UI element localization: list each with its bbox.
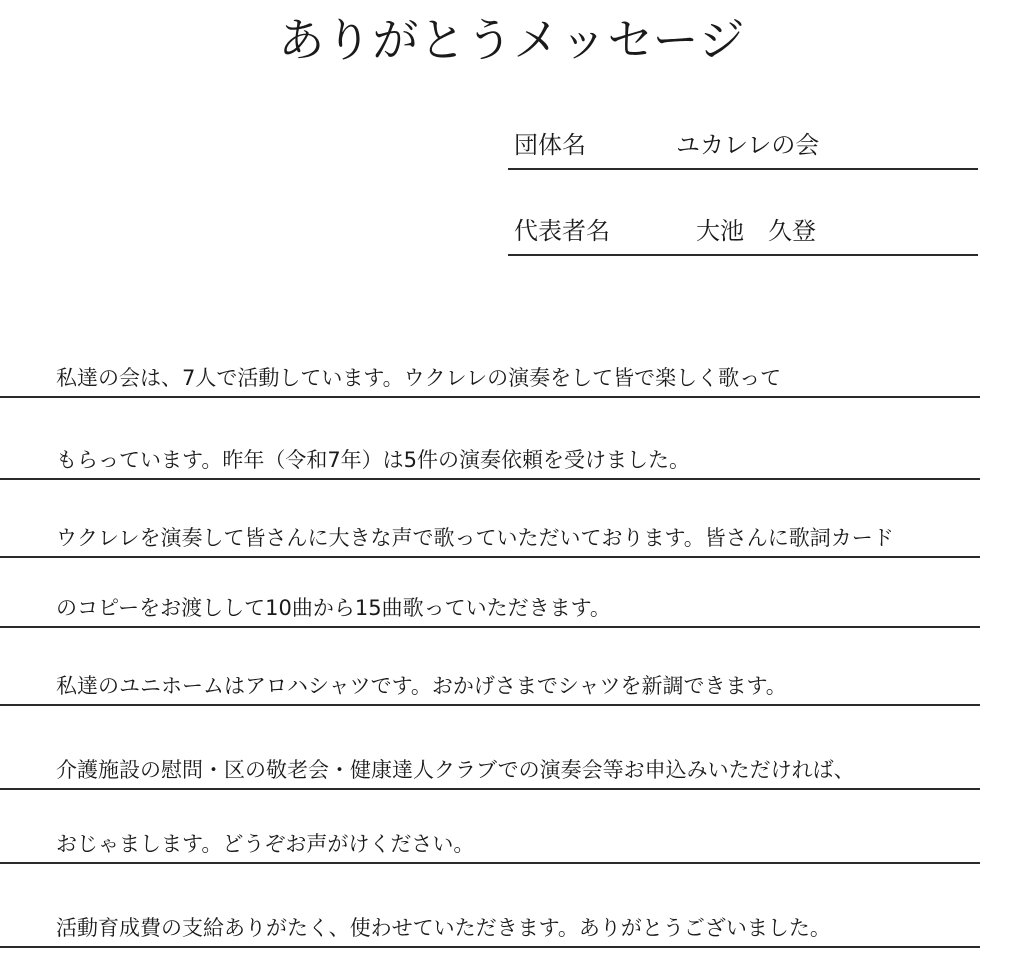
message-text: 介護施設の慰問・区の敬老会・健康達人クラブでの演奏会等お申込みいただければ、 (56, 758, 855, 782)
message-text: もらっています。昨年（令和7年）は5件の演奏依頼を受けました。 (56, 448, 691, 472)
message-line (0, 748, 980, 790)
message-text: 活動育成費の支給ありがたく、使わせていただきます。ありがとうございました。 (56, 916, 831, 940)
message-text: のコピーをお渡しして10曲から15曲歌っていただきます。 (56, 596, 611, 620)
representative-field (508, 204, 978, 256)
message-line (0, 906, 980, 948)
representative-label: 代表者名 (514, 217, 610, 245)
message-line (0, 438, 980, 480)
message-text: ウクレレを演奏して皆さんに大きな声で歌っていただいております。皆さんに歌詞カード (56, 526, 894, 550)
representative-value: 大池 久登 (696, 217, 816, 245)
message-line (0, 664, 980, 706)
organization-label: 団体名 (514, 131, 586, 159)
message-text: 私達の会は、7人で活動しています。ウクレレの演奏をして皆で楽しく歌って (56, 366, 782, 390)
page-title: ありがとうメッセージ (278, 13, 746, 67)
organization-value: ユカレレの会 (676, 131, 820, 159)
organization-field (508, 118, 978, 170)
message-text: おじゃまします。どうぞお声がけください。 (56, 832, 475, 856)
message-line (0, 586, 980, 628)
message-line (0, 822, 980, 864)
message-line (0, 516, 980, 558)
message-text: 私達のユニホームはアロハシャツです。おかげさまでシャツを新調できます。 (56, 674, 787, 698)
message-line (0, 356, 980, 398)
